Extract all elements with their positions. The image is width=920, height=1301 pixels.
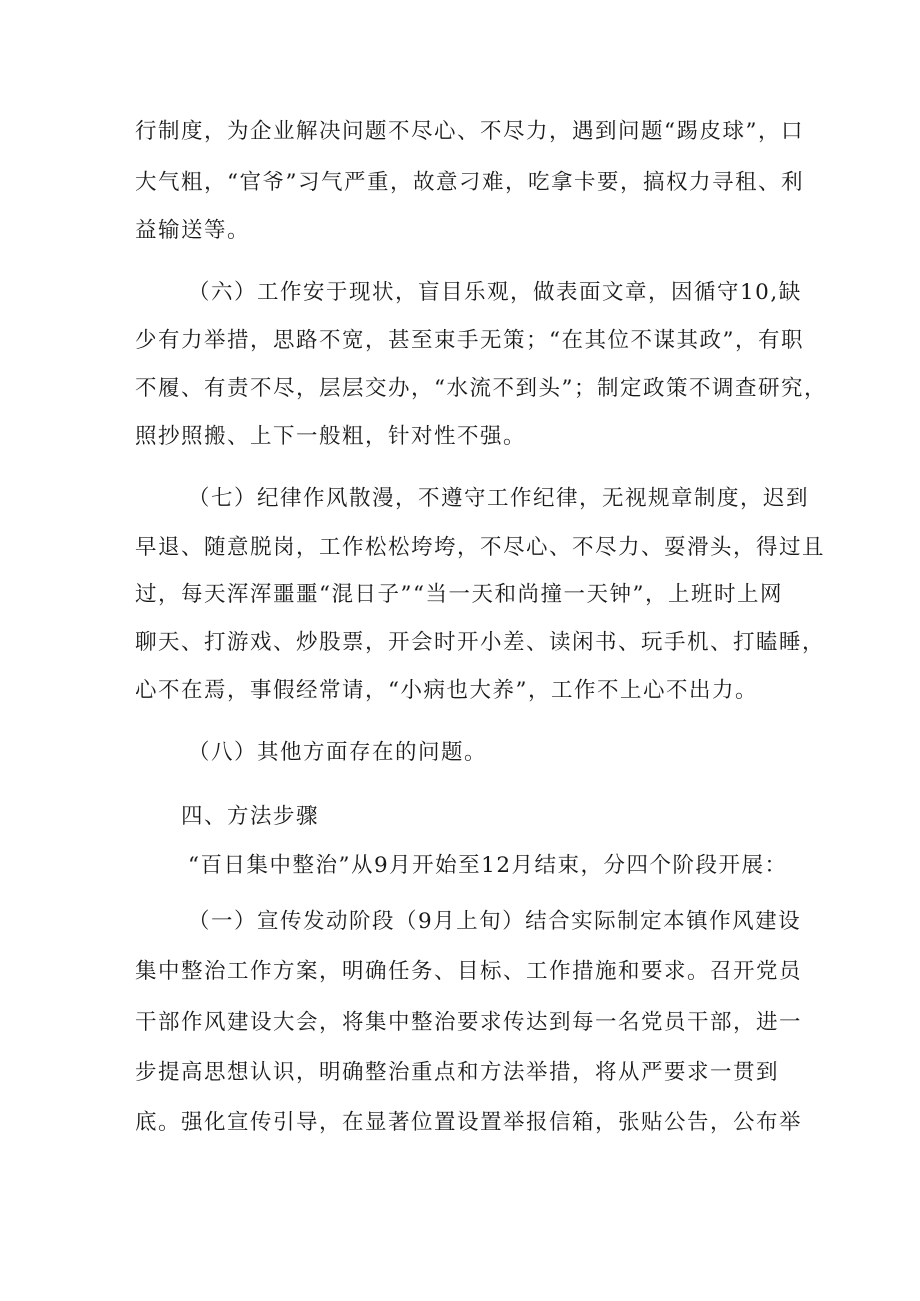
paragraph-stage-1-first-line: （一）宣传发动阶段（9月上旬）结合实际制定本镇作风建设 bbox=[188, 909, 802, 934]
text-line: 大气粗，“官爷”习气严重，故意刁难，吃拿卡要，搞权力寻租、利 bbox=[135, 170, 804, 195]
text-line: 干部作风建设大会，将集中整治要求传达到每一名党员干部，进一 bbox=[135, 1010, 803, 1035]
section-intro-line: “百日集中整治”从9月开始至12月结束，分四个阶段开展： bbox=[188, 853, 788, 878]
text-line: 聊天、打游戏、炒股票，开会时开小差、读闲书、玩手机、打瞌睡， bbox=[135, 630, 826, 655]
text-line: 步提高思想认识，明确整治重点和方法举措，将从严要求一贯到 bbox=[135, 1060, 780, 1085]
text-line: 不履、有责不尽，层层交办，“水流不到头”；制定政策不调查研究， bbox=[135, 376, 827, 401]
text-line: 早退、随意脱岗，工作松松垮垮，不尽心、不尽力、耍滑头，得过且 bbox=[135, 535, 826, 560]
text-line: 益输送等。 bbox=[135, 218, 251, 243]
text-line: 过，每天浑浑噩噩“混日子”“当一天和尚撞一天钟”，上班时上网 bbox=[135, 582, 783, 607]
text-line: 行制度，为企业解决问题不尽心、不尽力，遇到问题“踢皮球”，口 bbox=[135, 119, 804, 144]
text-line: 照抄照搬、上下一般粗，针对性不强。 bbox=[135, 424, 527, 449]
paragraph-7-first-line: （七）纪律作风散漫，不遵守工作纪律，无视规章制度，迟到 bbox=[188, 486, 810, 511]
text-line: 底。强化宣传引导，在显著位置设置举报信箱，张贴公告，公布举 bbox=[135, 1110, 803, 1135]
text-line: 少有力举措，思路不宽，甚至束手无策；“在其位不谋其政”，有职 bbox=[135, 328, 804, 353]
paragraph-6-first-line: （六）工作安于现状，盲目乐观，做表面文章，因循守10,缺 bbox=[188, 280, 802, 305]
text-line: 集中整治工作方案，明确任务、目标、工作措施和要求。召开党员 bbox=[135, 959, 803, 984]
section-heading: 四、方法步骤 bbox=[181, 804, 320, 829]
text-line: 心不在焉，事假经常请，“小病也大养”，工作不上心不出力。 bbox=[135, 678, 758, 703]
paragraph-8-line: （八）其他方面存在的问题。 bbox=[188, 740, 488, 765]
